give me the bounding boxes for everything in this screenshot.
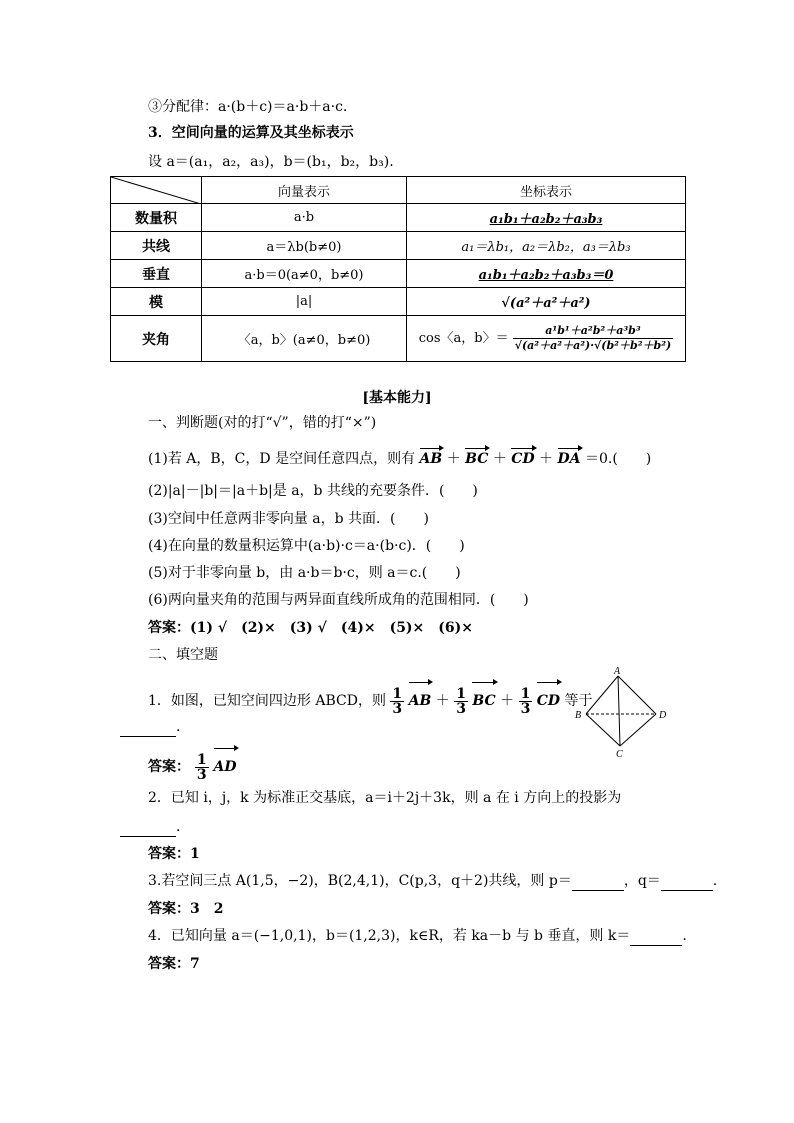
vector-setup-line: 设 a＝(a₁，a₂，a₃)，b＝(b₁，b₂，b₃). bbox=[148, 154, 394, 170]
header-coordinate: 坐标表示 bbox=[407, 177, 686, 204]
fill-q3-mid: ，q＝ bbox=[623, 873, 661, 889]
answer-blank bbox=[630, 927, 682, 946]
judge-q5: (5)对于非零向量 b，由 a·b＝b·c，则 a＝c.( ) bbox=[148, 565, 461, 581]
fraction-numerator: 1 bbox=[392, 685, 403, 702]
fill-heading: 二、填空题 bbox=[148, 647, 218, 663]
fraction-numerator: 1 bbox=[196, 751, 207, 768]
row-vector: |a| bbox=[202, 288, 407, 316]
fill-q3-text: 3.若空间三点 A(1,5，−2)，B(2,4,1)，C(p,3，q＋2)共线，则 p＝ bbox=[148, 873, 572, 889]
vector-cd: CD bbox=[511, 446, 534, 468]
label-c: C bbox=[616, 749, 623, 760]
row-coord: a₁＝λb₁，a₂＝λb₂，a₃＝λb₃ bbox=[407, 232, 686, 260]
fraction-numerator: 1 bbox=[520, 685, 531, 702]
fill-q1-answer bbox=[148, 746, 237, 784]
plus-sign: ＋ bbox=[500, 693, 515, 709]
fraction-one-third bbox=[390, 687, 404, 716]
judge-q6: (6)两向量夹角的范围与两异面直线所成角的范围相同．( ) bbox=[148, 592, 529, 608]
fill-q2-blank-line bbox=[120, 818, 180, 837]
row-coord bbox=[407, 316, 686, 362]
section-heading-operations: 3．空间向量的运算及其坐标表示 bbox=[148, 125, 354, 141]
vector-da: DA bbox=[558, 446, 581, 468]
judge-q1-text: (1)若 A，B，C，D 是空间任意四点，则有 bbox=[148, 451, 416, 467]
judge-q1 bbox=[148, 446, 651, 468]
table-row bbox=[111, 260, 686, 288]
fill-q4-end: . bbox=[682, 928, 687, 944]
row-coord: √(a²＋a²＋a²) bbox=[407, 288, 686, 316]
judge-q4: (4)在向量的数量积运算中(a·b)·c＝a·(b·c)．( ) bbox=[148, 538, 465, 554]
section-title: [基本能力] bbox=[362, 390, 432, 406]
vector-bc: BC bbox=[472, 680, 495, 718]
row-label: 模 bbox=[111, 288, 202, 316]
row-label: 数量积 bbox=[111, 204, 202, 232]
row-coord: a₁b₁＋a₂b₂＋a₃b₃ bbox=[407, 204, 686, 232]
judge-q3: (3)空间中任意两非零向量 a，b 共面．( ) bbox=[148, 511, 429, 527]
fill-q2-answer: 答案：1 bbox=[148, 846, 200, 862]
fraction-denominator: 3 bbox=[392, 700, 403, 717]
vector-bc: BC bbox=[465, 446, 488, 468]
vector-ad: AD bbox=[214, 746, 237, 784]
vector-cd: CD bbox=[537, 680, 560, 718]
fill-q1 bbox=[148, 680, 593, 718]
answer-blank bbox=[661, 872, 713, 891]
vector-operations-table bbox=[110, 176, 686, 362]
fill-q1-end: . bbox=[176, 719, 181, 735]
row-label: 垂直 bbox=[111, 260, 202, 288]
cos-prefix: cos〈a，b〉＝ bbox=[418, 331, 509, 346]
plus-sign: ＋ bbox=[492, 451, 507, 467]
label-d: D bbox=[659, 710, 667, 721]
angle-denominator: √(a²＋a²＋a²)·√(b²＋b²＋b²) bbox=[514, 339, 672, 352]
angle-numerator: a¹b¹＋a²b²＋a³b³ bbox=[513, 324, 673, 339]
diagonal-line bbox=[111, 177, 201, 204]
row-coord: a₁b₁＋a₂b₂＋a₃b₃＝0 bbox=[407, 260, 686, 288]
edge-cd bbox=[620, 714, 656, 746]
fill-q3-end: . bbox=[712, 873, 718, 889]
label-b: B bbox=[575, 710, 582, 721]
plus-sign: ＋ bbox=[446, 451, 461, 467]
header-vector: 向量表示 bbox=[202, 177, 407, 204]
judge-q1-tail: ＝0.( ) bbox=[584, 451, 652, 467]
label-a: A bbox=[614, 666, 621, 677]
fill-q4-answer: 答案：7 bbox=[148, 956, 200, 972]
fraction-denominator: 3 bbox=[456, 700, 466, 717]
edge-bc bbox=[586, 714, 620, 746]
row-vector: a·b＝0(a≠0，b≠0) bbox=[202, 260, 407, 288]
fraction-numerator: 1 bbox=[456, 685, 466, 702]
table-row bbox=[111, 204, 686, 232]
row-vector: a＝λb(b≠0) bbox=[202, 232, 407, 260]
edge-ac bbox=[618, 676, 620, 746]
tetrahedron-figure bbox=[572, 664, 672, 760]
fraction-denominator: 3 bbox=[196, 766, 207, 783]
judge-answer: 答案：(1) √ (2)× (3) √ (4)× (5)× (6)× bbox=[148, 620, 474, 636]
fill-q1-blank-line bbox=[120, 718, 180, 737]
fill-q2-end: . bbox=[176, 819, 181, 835]
fraction-one-third bbox=[454, 687, 468, 716]
answer-label: 答案： bbox=[148, 759, 190, 775]
judge-heading: 一、判断题(对的打“√”，错的打“×”) bbox=[148, 415, 377, 431]
judge-q2: (2)|a|－|b|＝|a＋b|是 a，b 共线的充要条件．( ) bbox=[148, 483, 478, 499]
fill-q1-tail: 等于 bbox=[564, 693, 593, 709]
plus-sign: ＋ bbox=[539, 451, 554, 467]
fraction-one-third bbox=[195, 753, 209, 782]
table-header-row bbox=[111, 177, 686, 204]
fill-q3 bbox=[148, 872, 717, 891]
angle-fraction bbox=[513, 324, 673, 353]
vector-ab: AB bbox=[420, 446, 443, 468]
table-row bbox=[111, 232, 686, 260]
answer-blank bbox=[120, 718, 176, 737]
row-label: 夹角 bbox=[111, 316, 202, 362]
fraction-denominator: 3 bbox=[520, 700, 531, 717]
fill-q4 bbox=[148, 927, 687, 946]
distributive-law-line: ③分配律：a·(b＋c)＝a·b＋a·c. bbox=[148, 99, 348, 115]
fill-q2: 2．已知 i，j，k 为标准正交基底，a＝i＋2j＋3k，则 a 在 i 方向上的投影为 bbox=[148, 790, 622, 806]
edge-ad bbox=[618, 676, 656, 714]
table-row bbox=[111, 316, 686, 362]
fraction-one-third bbox=[519, 687, 533, 716]
answer-blank bbox=[120, 818, 176, 837]
answer-blank bbox=[572, 872, 624, 891]
vector-ab: AB bbox=[409, 680, 432, 718]
plus-sign: ＋ bbox=[435, 693, 450, 709]
table-row bbox=[111, 288, 686, 316]
header-corner-cell bbox=[111, 177, 202, 204]
fill-q4-text: 4．已知向量 a＝(−1,0,1)，b＝(1,2,3)，k∈R，若 ka－b 与 b 垂直，则 k＝ bbox=[148, 928, 631, 944]
row-label: 共线 bbox=[111, 232, 202, 260]
edge-ab bbox=[586, 676, 618, 714]
row-vector: a·b bbox=[202, 204, 407, 232]
fill-q1-text: 1．如图，已知空间四边形 ABCD，则 bbox=[148, 693, 386, 709]
fill-q3-answer: 答案：3 2 bbox=[148, 901, 224, 917]
row-vector: 〈a，b〉(a≠0，b≠0) bbox=[202, 316, 407, 362]
